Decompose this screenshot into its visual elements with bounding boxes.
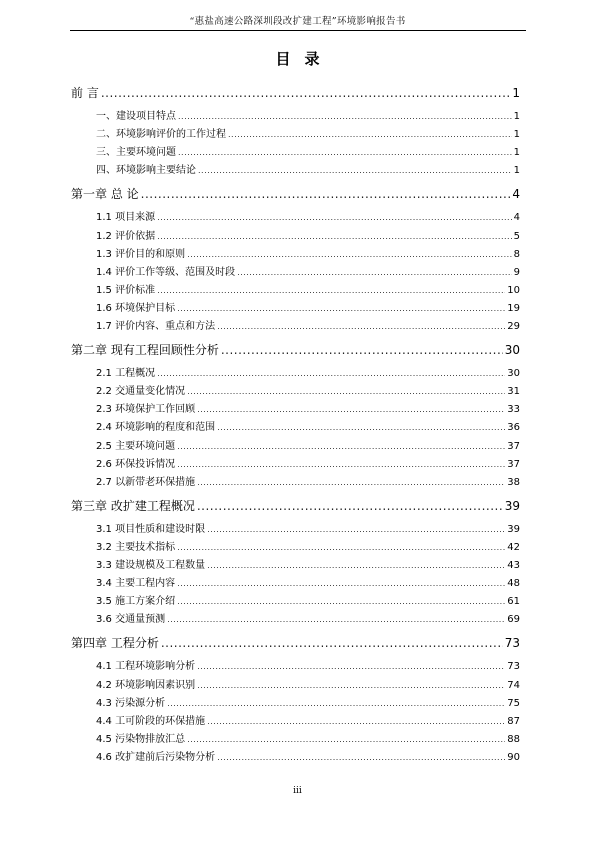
toc-entry-label: 二、环境影响评价的工作过程 [96,129,226,141]
toc-entry-label: 1.4 评价工作等级、范围及时段 [96,266,236,278]
toc-entry-label: 2.7 以新带老环保措施 [96,476,196,488]
toc-section-entry[interactable] [71,400,520,416]
toc-entry-label: 4.6 改扩建前后污染物分析 [96,751,216,763]
toc-dot-leader [177,597,505,606]
toc-dot-leader [177,442,505,451]
toc-section-entry[interactable] [71,227,520,243]
toc-entry-label: 第四章 工程分析 [71,636,159,651]
toc-section-entry[interactable] [71,610,520,626]
toc-dot-leader [177,579,505,588]
toc-dot-leader [157,286,505,295]
toc-section-entry[interactable] [71,538,520,554]
toc-section-entry[interactable] [71,455,520,471]
toc-section-entry[interactable] [71,263,520,279]
toc-section-entry[interactable] [71,418,520,434]
toc-entry-label: 2.5 主要环境问题 [96,440,176,452]
toc-entry-page: 1 [513,111,520,122]
toc-entry-page: 30 [507,368,520,380]
toc-chapter-entry[interactable] [71,634,520,654]
toc-entry-page: 37 [507,440,520,452]
toc-dot-leader [167,615,505,624]
toc-entry-label: 一、建设项目特点 [96,111,176,122]
toc-dot-leader [217,753,505,762]
toc-dot-leader [217,423,505,432]
toc-section-entry[interactable] [71,107,520,123]
toc-entry-label: 四、环境影响主要结论 [96,165,196,177]
toc-entry-page: 42 [507,541,520,553]
toc-entry-page: 1 [513,165,520,177]
toc-section-entry[interactable] [71,245,520,261]
toc-section-entry[interactable] [71,125,520,141]
toc-entry-page: 39 [507,523,520,535]
toc-entry-label: 4.4 工可阶段的环保措施 [96,715,206,727]
toc-section-entry[interactable] [71,317,520,333]
toc-section-entry[interactable] [71,473,520,489]
toc-entry-label: 第二章 现有工程回顾性分析 [71,343,219,358]
toc-dot-leader [167,699,505,708]
toc-dot-leader [207,717,505,726]
toc-entry-page: 31 [507,386,520,398]
toc-entry-page: 36 [507,422,520,434]
toc-section-entry[interactable] [71,676,520,692]
toc-entry-page: 33 [507,404,520,416]
toc-entry-label: 1.3 评价目的和原则 [96,248,186,260]
toc-section-entry[interactable] [71,143,520,159]
toc-entry-label: 3.3 建设规模及工程数量 [96,560,206,571]
toc-entry-page: 1 [512,86,520,100]
toc-dot-leader [157,213,512,222]
toc-dot-leader [187,250,512,259]
toc-section-entry[interactable] [71,161,520,177]
toc-dot-leader [197,662,505,671]
toc-dot-leader [177,460,505,469]
toc-entry-label: 第三章 改扩建工程概况 [71,498,195,513]
toc-dot-leader [178,112,512,121]
toc-entry-label: 3.2 主要技术指标 [96,541,176,553]
toc-section-entry[interactable] [71,556,520,572]
toc-entry-label: 1.6 环境保护目标 [96,302,176,314]
header-rule [70,30,526,31]
toc-dot-leader [187,735,505,744]
toc-dot-leader [178,148,512,157]
toc-section-entry[interactable] [71,299,520,315]
toc-section-entry[interactable] [71,437,520,453]
toc-chapter-entry[interactable] [71,185,520,205]
toc-dot-leader [141,187,511,201]
toc-section-entry[interactable] [71,574,520,590]
page-header: “惠盐高速公路深圳段改扩建工程”环境影响报告书 [189,16,406,27]
toc-dot-leader [177,543,505,552]
toc-entry-label: 3.6 交通量预测 [96,614,166,626]
toc-entry-page: 90 [507,751,520,763]
toc-section-entry[interactable] [71,657,520,673]
toc-entry-page: 43 [507,560,520,571]
toc-entry-label: 第一章 总 论 [71,187,139,202]
toc-entry-label: 2.1 工程概况 [96,368,156,380]
toc-entry-page: 1 [513,147,520,159]
toc-entry-page: 8 [513,248,520,260]
toc-entry-label: 4.5 污染物排放汇总 [96,733,186,745]
toc-entry-label: 1.2 评价依据 [96,230,156,242]
toc-entry-label: 4.1 工程环境影响分析 [96,661,196,673]
toc-entry-page: 75 [507,697,520,709]
toc-entry-label: 三、主要环境问题 [96,147,176,159]
toc-dot-leader [177,304,505,313]
toc-entry-page: 48 [507,578,520,590]
toc-entry-page: 73 [507,661,520,673]
toc-dot-leader [221,343,503,357]
toc-entry-page: 4 [512,187,520,202]
toc-dot-leader [101,86,511,100]
toc-entry-page: 88 [507,733,520,745]
toc-entry-label: 2.3 环境保护工作回顾 [96,404,196,416]
toc-entry-page: 73 [504,636,520,651]
toc-entry-page: 29 [507,321,520,332]
toc-entry-page: 10 [507,284,520,296]
toc-dot-leader [157,232,512,241]
toc-entry-page: 19 [507,302,520,314]
toc-section-entry[interactable] [71,712,520,728]
toc-entry-page: 4 [513,212,520,224]
toc-entry-label: 2.2 交通量变化情况 [96,386,186,398]
toc-entry-label: 2.6 环保投诉情况 [96,458,176,470]
toc-chapter-entry[interactable] [71,84,520,104]
toc-dot-leader [197,681,505,690]
toc-entry-label: 3.1 项目性质和建设时限 [96,523,206,535]
toc-section-entry[interactable] [71,520,520,536]
toc-entry-label: 前 言 [71,86,99,100]
toc-entry-label: 3.4 主要工程内容 [96,578,176,590]
toc-entry-page: 61 [507,596,520,608]
toc-dot-leader [228,130,512,139]
toc-section-entry[interactable] [71,592,520,608]
toc-entry-label: 1.1 项目来源 [96,212,156,224]
toc-entry-page: 87 [507,715,520,727]
toc-entry-label: 3.5 施工方案介绍 [96,596,176,608]
toc-dot-leader [237,268,512,277]
toc-dot-leader [198,166,512,175]
toc-section-entry[interactable] [71,281,520,297]
toc-dot-leader [197,499,503,513]
toc-entry-page: 9 [513,266,520,278]
toc-dot-leader [161,636,503,650]
toc-entry-label: 2.4 环境影响的程度和范围 [96,422,216,434]
toc-dot-leader [217,322,505,331]
toc-entry-label: 1.7 评价内容、重点和方法 [96,321,216,332]
toc-chapter-entry[interactable] [71,341,520,361]
toc-entry-label: 1.5 评价标准 [96,284,156,296]
toc-entry-page: 38 [507,476,520,488]
toc-entry-page: 30 [504,343,520,358]
toc-dot-leader [207,561,505,570]
toc-entry-label: 4.3 污染源分析 [96,697,166,709]
toc-section-entry[interactable] [71,748,520,764]
toc-dot-leader [157,369,505,378]
toc-entry-page: 5 [513,230,520,242]
toc-section-entry[interactable] [71,382,520,398]
toc-dot-leader [187,387,505,396]
toc-entry-page: 37 [507,458,520,470]
toc-title: 目录 [275,50,334,68]
toc-dot-leader [197,405,505,414]
toc-entry-label: 4.2 环境影响因素识别 [96,679,196,691]
toc-entry-page: 69 [507,614,520,626]
toc-section-entry[interactable] [71,364,520,380]
toc-section-entry[interactable] [71,730,520,746]
toc-dot-leader [197,478,505,487]
toc-entry-page: 1 [513,129,520,141]
toc-section-entry[interactable] [71,694,520,710]
toc-entry-page: 74 [507,679,520,691]
toc-entry-page: 39 [504,498,520,513]
page-number: iii [293,786,302,796]
toc-chapter-entry[interactable] [71,497,520,517]
toc-section-entry[interactable] [71,208,520,224]
toc-dot-leader [207,525,505,534]
